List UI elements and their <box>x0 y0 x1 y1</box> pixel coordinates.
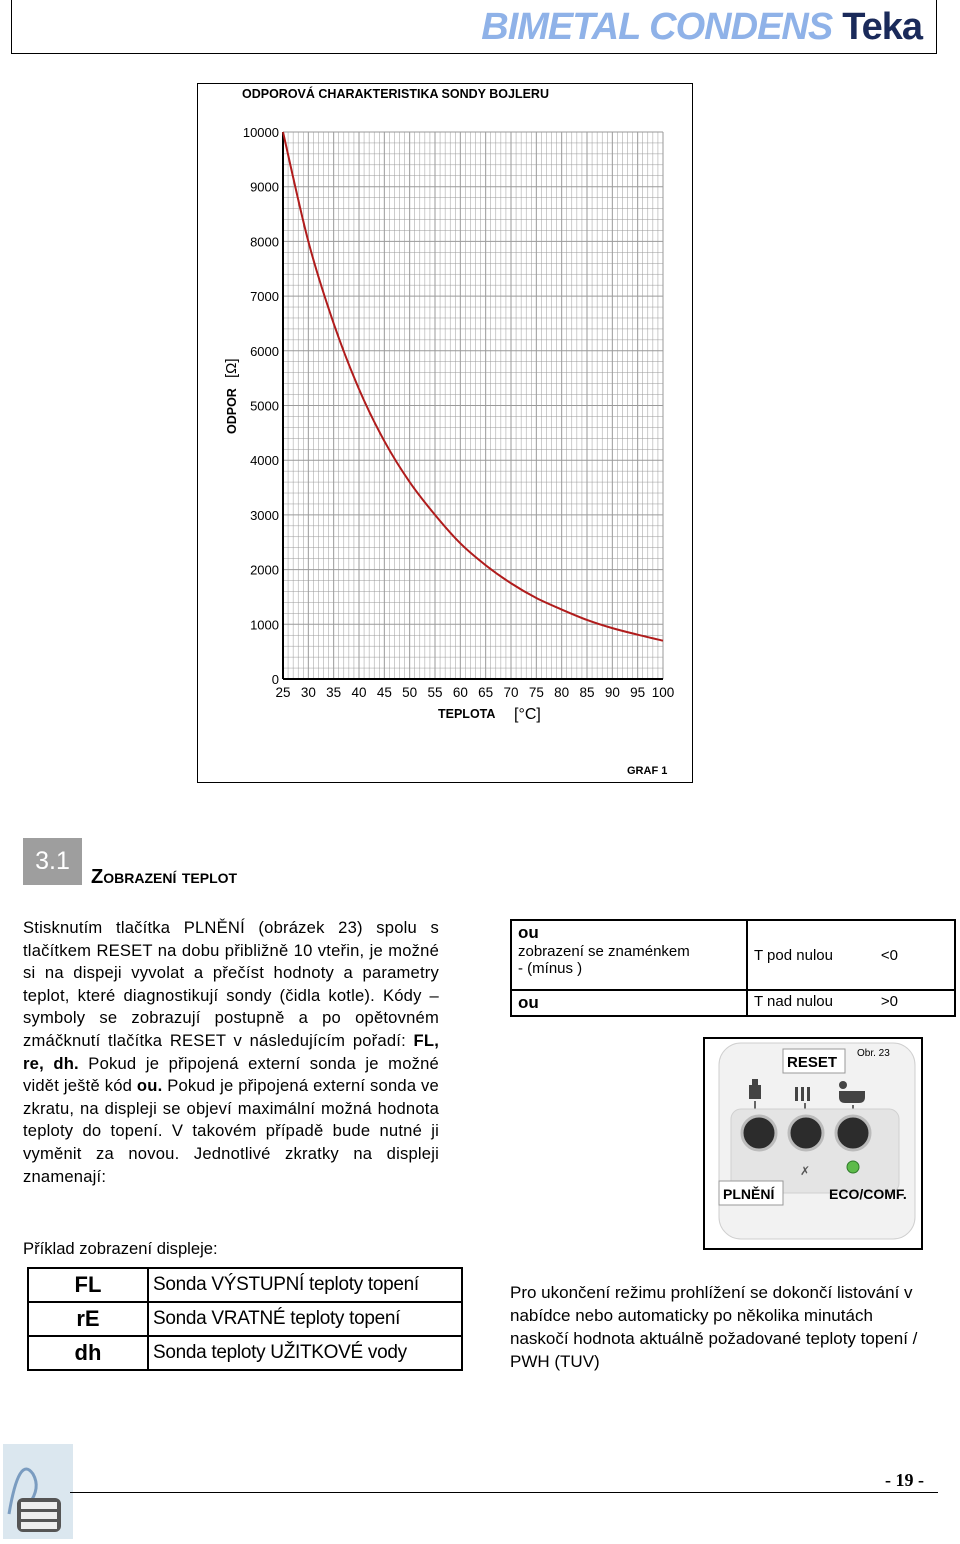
y-tick-label: 8000 <box>250 234 279 250</box>
x-tick-label: 35 <box>326 685 342 700</box>
chart-ylabel: ODPOR <box>225 388 239 434</box>
y-tick-label: 6000 <box>250 343 279 359</box>
desc-cell: Sonda VRATNÉ teploty topení <box>148 1302 462 1336</box>
status-led <box>847 1161 859 1173</box>
panel-plneni-label: PLNĚNÍ <box>723 1186 775 1202</box>
y-tick-label: 3000 <box>250 507 279 523</box>
control-panel-image <box>703 1037 923 1250</box>
x-tick-label: 30 <box>300 685 316 700</box>
control-panel-svg <box>705 1039 921 1248</box>
x-tick-label: 55 <box>427 685 443 700</box>
body-paragraph <box>23 917 439 1188</box>
panel-reset-label: RESET <box>787 1054 838 1071</box>
y-tick-label: 2000 <box>250 562 279 578</box>
chart-xlabel-unit: [°C] <box>514 706 541 723</box>
y-tick-label: 9000 <box>250 179 279 195</box>
desc-cell: Sonda teploty UŽITKOVÉ vody <box>148 1336 462 1370</box>
y-tick-label: 0 <box>271 672 279 687</box>
code-cell: FL <box>28 1268 148 1302</box>
resistance-curve <box>283 132 663 641</box>
brand-logo <box>481 6 922 49</box>
x-tick-label: 85 <box>579 685 595 700</box>
panel-figure-label: Obr. 23 <box>857 1048 890 1059</box>
table-row <box>28 1302 462 1336</box>
ou-code: ou <box>518 923 539 942</box>
x-tick-label: 80 <box>554 685 570 700</box>
y-tick-label: 1000 <box>250 617 279 633</box>
ou-below-zero-cell <box>747 920 955 990</box>
x-tick-label: 65 <box>478 685 494 700</box>
chart-title: ODPOROVÁ CHARAKTERISTIKA SONDY BOJLERU <box>242 87 549 101</box>
chart-curve <box>283 132 663 641</box>
x-tick-label: 50 <box>402 685 418 700</box>
y-tick-label: 4000 <box>250 453 279 469</box>
table-row <box>511 920 955 990</box>
para-codes: FL, re, dh. <box>23 1030 439 1073</box>
footer-logo-svg <box>3 1444 73 1539</box>
resistance-chart <box>197 83 693 783</box>
code-cell: rE <box>28 1302 148 1336</box>
ou-above-zero: T nad nulou <box>754 993 833 1010</box>
service-icon: ✗ <box>800 1164 811 1178</box>
middle-button <box>789 1116 823 1150</box>
brand-teka: Teka <box>842 6 922 48</box>
x-tick-label: 60 <box>452 685 468 700</box>
brand-name: BIMETAL CONDENS <box>481 6 833 48</box>
x-tick-label: 90 <box>604 685 620 700</box>
section-title: Zobrazení teplot <box>91 866 238 888</box>
closing-paragraph: Pro ukončení režimu prohlížení se dokončí listování v nabídce nebo automaticky po několika minutách naskočí hodnota aktuálně požadované teploty topení / PWH (TUV) <box>510 1283 918 1371</box>
chart-grid <box>283 132 663 679</box>
x-tick-label: 75 <box>528 685 544 700</box>
table-row <box>28 1336 462 1370</box>
para-part2: Pokud je připojená externí sonda je možné vidět ještě kód <box>23 1053 439 1096</box>
section-number: 3.1 <box>23 838 82 885</box>
page-number: - 19 - <box>885 1470 924 1490</box>
para-code-ou: ou. <box>136 1076 163 1096</box>
panel-eco-label: ECO/COMF. <box>829 1186 907 1202</box>
example-label: Příklad zobrazení displeje: <box>23 1239 218 1258</box>
footer-rule <box>70 1492 938 1493</box>
y-tick-label: 7000 <box>250 289 279 305</box>
x-tick-label: 45 <box>376 685 392 700</box>
x-tick-label: 40 <box>351 685 367 700</box>
plneni-button <box>742 1116 776 1150</box>
chart-ylabel-unit: [Ω] <box>223 358 240 378</box>
x-tick-label: 25 <box>275 685 291 700</box>
y-tick-label: 5000 <box>250 398 279 414</box>
ou-table <box>510 919 956 1017</box>
ou-below-zero: T pod nulou <box>754 947 833 964</box>
ou-sign-text: zobrazení se znaménkem <box>518 943 690 960</box>
chart-caption: GRAF 1 <box>627 765 668 777</box>
footer-logo <box>3 1444 73 1539</box>
table-row <box>28 1268 462 1302</box>
ou-above-value: >0 <box>880 993 898 1010</box>
x-tick-label: 70 <box>503 685 519 700</box>
chart-ticks <box>243 125 674 700</box>
para-part1: Stisknutím tlačítka PLNĚNÍ (obrázek 23) spolu s tlačítkem RESET na dobu přibližně 10 vteřin, je možné si na dispeji vyvolat a přečíst hodnoty a parametry teplot, které diagnostikují sondy (čidla kotle). Kódy – symboly se zobrazují postupně a po opětovném zmáčknutí tlačítka RESET v následujícím pořadí: <box>23 918 439 1050</box>
chart-svg <box>198 84 692 782</box>
ou-above-zero-cell <box>747 990 955 1016</box>
para-part3: Pokud je připojená externí sonda ve zkratu, na displeji se objeví maximální možná hodnota teploty do topení. V takovém případě bude nutné ji vyměnit za novou. Jednotlivé zkratky na displeji znamenají: <box>23 1076 439 1186</box>
ou-minus-text: - (mínus ) <box>518 960 583 977</box>
eco-button <box>836 1116 870 1150</box>
table-row <box>511 990 955 1016</box>
code-cell: dh <box>28 1336 148 1370</box>
ou-below-value: <0 <box>880 947 898 964</box>
desc-cell: Sonda VÝSTUPNÍ teploty topení <box>148 1268 462 1302</box>
display-codes-table <box>27 1267 463 1371</box>
radiator-icon <box>795 1087 810 1101</box>
chart-xlabel: TEPLOTA <box>438 707 496 721</box>
x-tick-label: 100 <box>651 685 675 700</box>
x-tick-label: 95 <box>630 685 646 700</box>
y-tick-label: 10000 <box>242 125 279 140</box>
ou-desc-cell <box>511 920 747 990</box>
ou-code-cell: ou <box>511 990 747 1016</box>
